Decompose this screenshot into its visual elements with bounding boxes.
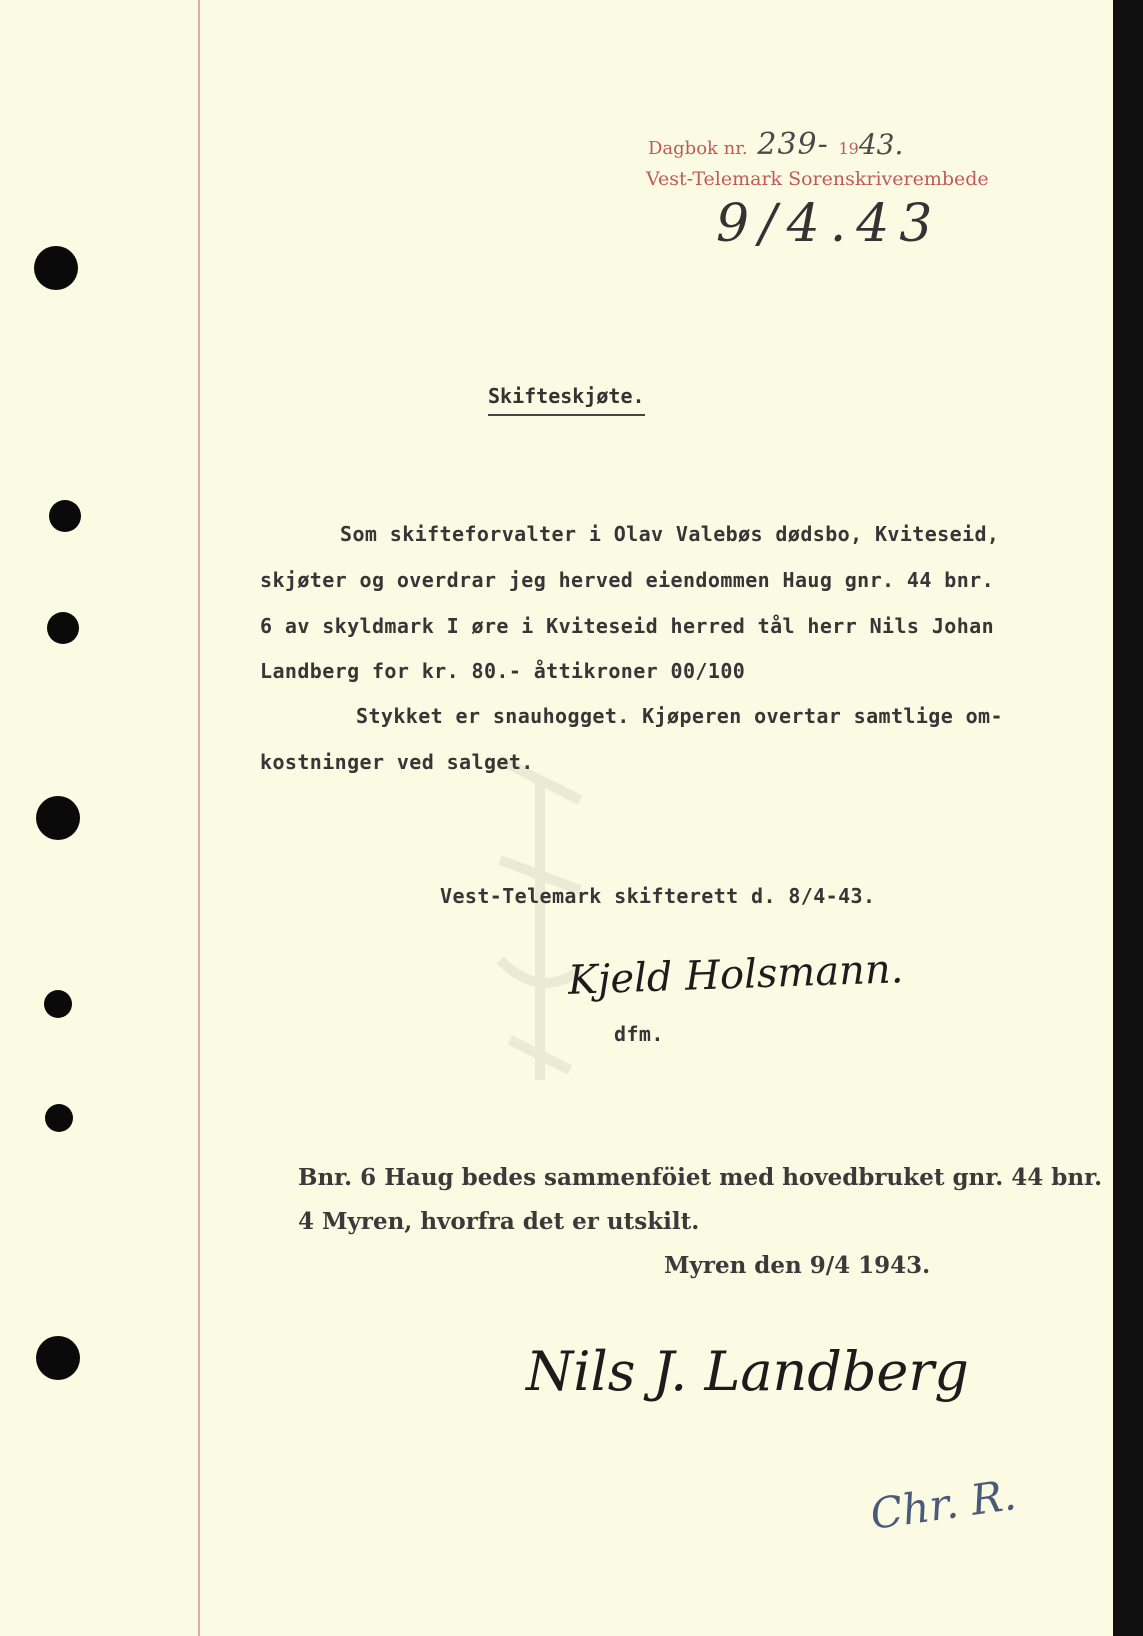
place-date-2: Myren den 9/4 1943. — [664, 1252, 931, 1279]
signature-nils-landberg: Nils J. Landberg — [526, 1340, 969, 1403]
paragraph2-line: Stykket er snauhogget. Kjøperen overtar samtlige om- — [356, 704, 1003, 728]
punch-hole — [47, 612, 79, 644]
punch-hole — [44, 990, 72, 1018]
stamp-year-prefix: 19 — [838, 139, 859, 158]
place-date: Vest-Telemark skifterett d. 8/4-43. — [440, 884, 876, 908]
stamp-prefix: Dagbok nr. — [648, 138, 748, 159]
scan-edge — [1113, 0, 1143, 1636]
margin-line — [198, 0, 200, 1636]
handwritten-date: 9/4.43 — [716, 194, 943, 254]
punch-hole — [36, 796, 80, 840]
watermark — [480, 740, 600, 1100]
punch-hole — [34, 246, 78, 290]
paragraph2-line: kostninger ved salget. — [260, 750, 534, 774]
signature-kjeld-holsmann: Kjeld Holsmann. — [567, 946, 905, 1004]
stamp-line-1 — [648, 127, 904, 162]
document-title: Skifteskjøte. — [488, 384, 645, 416]
paragraph1-line: Landberg for kr. 80.- åttikroner 00/100 — [260, 659, 746, 683]
paragraph3-line: 4 Myren, hvorfra det er utskilt. — [298, 1208, 700, 1235]
paragraph3-line: Bnr. 6 Haug bedes sammenföiet med hovedbruket gnr. 44 bnr. — [298, 1164, 1103, 1191]
punch-hole — [49, 500, 81, 532]
punch-hole — [45, 1104, 73, 1132]
stamp-office: Vest-Telemark Sorenskriverembede — [646, 168, 989, 190]
handwritten-initials: Chr. R. — [867, 1470, 1020, 1539]
paragraph1-line: skjøter og overdrar jeg herved eiendommen Haug gnr. 44 bnr. — [260, 568, 995, 592]
signature1-title: dfm. — [614, 1022, 664, 1046]
paragraph1-line: 6 av skyldmark I øre i Kviteseid herred tål herr Nils Johan — [260, 614, 995, 638]
paragraph1-line: Som skifteforvalter i Olav Valebøs dødsbo, Kviteseid, — [340, 522, 1000, 546]
punch-hole — [36, 1336, 80, 1380]
stamp-number: 239- — [757, 127, 829, 162]
stamp-year: 43. — [858, 128, 904, 161]
